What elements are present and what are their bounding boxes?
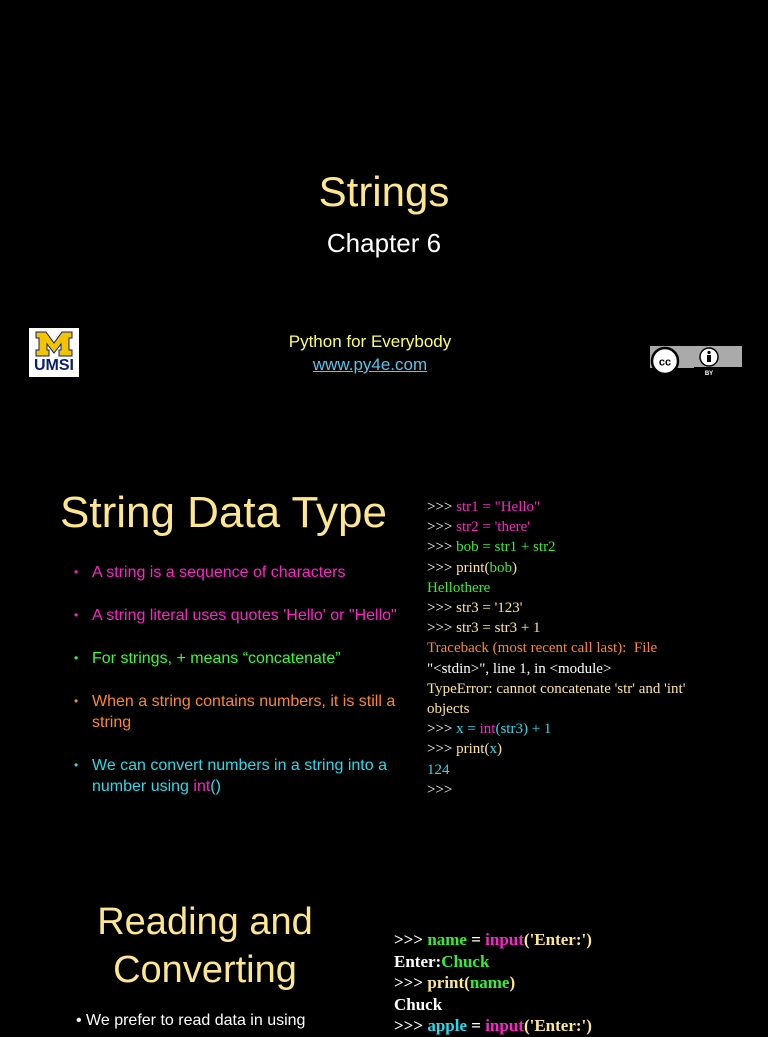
- code-token: print(: [456, 559, 490, 576]
- code-line: [394, 994, 754, 1016]
- code-token: >>>: [427, 741, 457, 758]
- bullet-highlight: int: [193, 778, 211, 795]
- code-token: objects: [427, 701, 470, 718]
- code-line: [427, 638, 737, 658]
- python-console-example: [427, 497, 737, 800]
- code-token: Traceback (most recent call last): File: [427, 640, 658, 657]
- code-token: >>>: [394, 930, 428, 949]
- code-token: Enter:: [394, 951, 442, 971]
- code-line: [394, 951, 754, 973]
- code-token: =: [463, 721, 480, 738]
- bullet-item: [74, 755, 404, 797]
- code-token: Hellothere: [427, 579, 491, 596]
- bullet-item: • For strings, + means “concatenate”: [74, 648, 404, 669]
- code-token: bob: [489, 559, 512, 576]
- code-token: >>>: [427, 499, 457, 515]
- code-line: [427, 558, 737, 578]
- code-token: >>>: [427, 600, 457, 617]
- code-token: >>>: [427, 781, 453, 798]
- code-line: [427, 618, 737, 638]
- code-token: print(: [456, 741, 490, 758]
- code-token: input: [485, 930, 524, 949]
- code-token: str3 = str3 + 1: [456, 620, 541, 637]
- slide-title-reading-converting: [60, 898, 350, 994]
- code-token: ): [496, 741, 502, 758]
- code-line: [427, 699, 737, 719]
- cc-by-icon: [650, 346, 742, 376]
- code-token: "<stdin>", line 1, in <module>: [427, 660, 612, 677]
- code-line: [427, 719, 737, 739]
- slide-subtitle: Chapter 6: [326, 228, 442, 258]
- code-token: bob = str1 + str2: [456, 539, 556, 556]
- code-token: ('Enter:'): [523, 930, 592, 949]
- code-token: (str3) + 1: [495, 721, 552, 738]
- code-line: [427, 537, 737, 557]
- bullet-item: • We prefer to read data in using: [76, 1012, 306, 1029]
- code-line: [427, 598, 737, 618]
- code-token: >>>: [427, 539, 457, 556]
- code-token: str1 = "Hello": [456, 499, 541, 515]
- logo-text: UMSI: [34, 357, 74, 374]
- site-link[interactable]: www.py4e.com: [312, 355, 428, 374]
- code-line: [427, 578, 737, 598]
- code-token: =: [466, 930, 486, 949]
- code-token: >>>: [427, 620, 457, 637]
- code-token: x: [489, 741, 497, 758]
- code-token: >>>: [427, 519, 457, 536]
- code-line: [427, 760, 737, 780]
- code-token: input: [485, 1016, 524, 1035]
- code-token: name: [469, 973, 510, 992]
- license-label: BY: [704, 371, 714, 376]
- code-token: int: [479, 721, 496, 738]
- code-token: str2 = 'there': [456, 519, 530, 536]
- slide-title-string-data-type: String Data Type: [60, 488, 387, 537]
- code-token: name: [427, 930, 467, 949]
- slide-title: Strings: [318, 168, 450, 215]
- code-token: 124: [427, 761, 450, 778]
- code-line: [427, 517, 737, 537]
- code-line: [394, 1015, 754, 1037]
- code-token: apple: [427, 1016, 467, 1035]
- code-line: [394, 929, 754, 951]
- code-line: [427, 659, 737, 679]
- bullet-text: We prefer to read data in using: [86, 1012, 306, 1029]
- code-token: =: [467, 1016, 486, 1035]
- code-token: ): [509, 973, 516, 992]
- code-token: ): [511, 559, 517, 576]
- bullet-text-end: (): [210, 778, 221, 795]
- code-token: >>>: [394, 973, 428, 992]
- code-line: [394, 972, 754, 994]
- code-token: >>>: [427, 559, 457, 576]
- code-token: >>>: [394, 1016, 428, 1035]
- bullet-item: • When a string contains numbers, it is still a string: [74, 691, 404, 733]
- code-token: Chuck: [394, 994, 443, 1014]
- code-token: print(: [427, 973, 470, 992]
- code-line: [427, 780, 737, 800]
- python-console-input-example: [394, 929, 754, 1037]
- code-token: Chuck: [441, 951, 490, 971]
- bullet-item: • A string literal uses quotes 'Hello' or "Hello": [74, 605, 404, 626]
- code-token: x: [456, 721, 464, 738]
- svg-text:cc: cc: [658, 356, 672, 369]
- code-token: ('Enter:'): [523, 1016, 592, 1035]
- code-token: str3 = '123': [456, 600, 523, 617]
- code-token: TypeError: cannot concatenate 'str' and 'int': [427, 680, 686, 697]
- code-line: [427, 497, 737, 517]
- code-token: >>>: [427, 721, 457, 738]
- code-line: [427, 679, 737, 699]
- course-name: Python for Everybody: [288, 332, 452, 351]
- title-line: Reading and: [97, 901, 313, 943]
- bullet-list: [74, 562, 404, 819]
- bullet-item: • A string is a sequence of characters: [74, 562, 404, 583]
- title-line: Converting: [113, 949, 297, 991]
- code-line: [427, 739, 737, 759]
- bullet-text: We can convert numbers in a string into a number using: [92, 757, 387, 795]
